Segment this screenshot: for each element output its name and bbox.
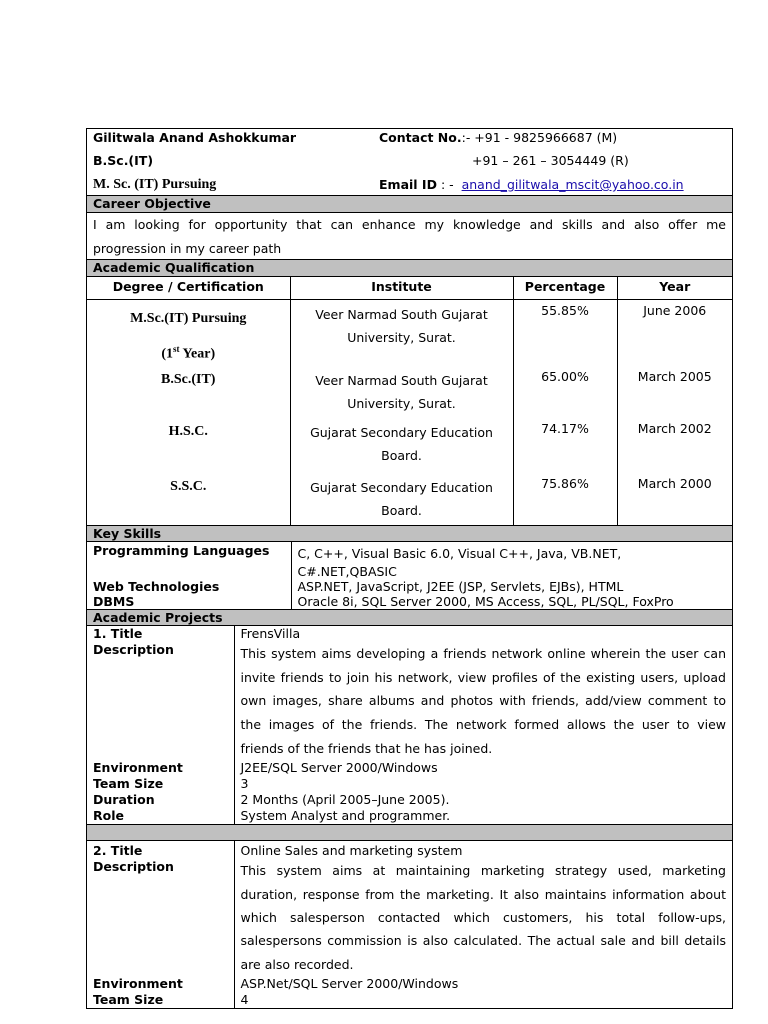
academic-projects-heading: Academic Projects	[87, 609, 732, 626]
year-cell: March 2005	[617, 369, 732, 421]
project-separator	[87, 824, 732, 841]
table-row	[87, 476, 732, 525]
project-row	[87, 859, 732, 976]
skill-row-web	[87, 579, 732, 595]
qualification-table	[87, 277, 732, 525]
career-objective-text: I am looking for opportunity that can enhance my knowledge and skills and also offer me progression in my career path	[93, 217, 726, 256]
prog-languages-line1: C, C++, Visual Basic 6.0, Visual C++, Java, VB.NET,	[297, 546, 622, 562]
degree-year-note	[87, 334, 290, 370]
project-row	[87, 976, 732, 992]
skill-row-dbms	[87, 595, 732, 609]
col-degree: Degree / Certification	[112, 279, 264, 294]
project-desc-label: Description	[93, 642, 174, 658]
project-team-size: 4	[234, 992, 732, 1008]
percentage-cell: 55.85%	[513, 299, 617, 369]
project-1	[87, 626, 732, 824]
degree-bsc: B.Sc.(IT)	[93, 153, 154, 168]
project-team-label: Team Size	[93, 776, 164, 792]
project-desc-label: Description	[93, 859, 174, 875]
project-row	[87, 626, 732, 642]
project-title-label: 1. Title	[93, 626, 143, 642]
project-env-label: Environment	[93, 760, 183, 776]
contact-line	[375, 129, 732, 153]
contact-residence: +91 – 261 – 3054449 (R)	[472, 153, 629, 168]
skill-value-dbms: Oracle 8i, SQL Server 2000, MS Access, SQL, PL/SQL, FoxPro	[291, 595, 732, 609]
degree-cell: S.S.C.	[170, 479, 207, 495]
table-row	[87, 369, 732, 421]
col-percentage: Percentage	[513, 277, 617, 299]
percentage-cell: 74.17%	[513, 421, 617, 476]
project-description: This system aims at maintaining marketing strategy used, marketing duration, response from the marketing. It also maintains information about which salesperson contacted which customers, his total follow-ups, salespersons commission is also calculated. The actual sale and bill details are also recorded.	[234, 859, 732, 976]
prog-languages-line2: C#.NET,QBASIC	[297, 564, 397, 580]
degree-cell	[87, 299, 290, 369]
year-note-suffix: Year)	[179, 346, 216, 362]
degree-cell: B.Sc.(IT)	[161, 372, 216, 388]
col-institute: Institute	[290, 277, 513, 299]
project-row	[87, 760, 732, 776]
skill-label-dbms: DBMS	[93, 594, 135, 610]
email-link[interactable]: anand_gilitwala_mscit@yahoo.co.in	[461, 177, 684, 192]
institute-cell: Gujarat Secondary Education Board.	[290, 476, 513, 525]
project-team-size: 3	[234, 776, 732, 792]
key-skills-heading: Key Skills	[87, 525, 732, 542]
contact-mobile: :- +91 - 9825966687 (M)	[461, 130, 618, 145]
project-team-label: Team Size	[93, 992, 164, 1008]
project-duration-label: Duration	[93, 792, 155, 808]
col-year: Year	[617, 277, 732, 299]
year-note-prefix: (1	[161, 346, 174, 362]
project-row	[87, 841, 732, 859]
skill-value-programming	[291, 542, 732, 579]
project-2	[87, 841, 732, 1008]
institute-cell: Gujarat Secondary Education Board.	[290, 421, 513, 476]
institute-cell: Veer Narmad South Gujarat University, Surat.	[290, 299, 513, 369]
project-environment: J2EE/SQL Server 2000/Windows	[234, 760, 732, 776]
email-sep: : -	[440, 177, 454, 192]
project-title-label: 2. Title	[93, 843, 143, 859]
project-duration: 2 Months (April 2005–June 2005).	[234, 792, 732, 808]
table-row	[87, 299, 732, 369]
email-label: Email ID	[379, 177, 437, 192]
academic-qualification-heading: Academic Qualification	[87, 259, 732, 277]
degree-cell: H.S.C.	[168, 424, 208, 440]
year-cell: June 2006	[617, 299, 732, 369]
project-row	[87, 992, 732, 1008]
institute-cell: Veer Narmad South Gujarat University, Surat.	[290, 369, 513, 421]
contact-label: Contact No.	[379, 130, 462, 145]
project-description: This system aims developing a friends network online wherein the user can invite friends to join his network, view profiles of the existing users, upload own images, share albums and photos with friends, add/view comment to the images of the friends. The network formed allows the user to view friends of the friends that he has joined.	[234, 642, 732, 760]
career-objective-heading: Career Objective	[87, 195, 732, 213]
percentage-cell: 65.00%	[513, 369, 617, 421]
degree-name: M.Sc.(IT) Pursuing	[130, 310, 247, 326]
project-row	[87, 792, 732, 808]
degree-msc: M. Sc. (IT) Pursuing	[93, 177, 217, 192]
project-title: FrensVilla	[234, 626, 732, 642]
candidate-name: Gilitwala Anand Ashokkumar	[93, 130, 297, 145]
email-line	[375, 177, 732, 195]
project-row	[87, 808, 732, 824]
skill-label-web: Web Technologies	[93, 579, 220, 595]
skill-value-web: ASP.NET, JavaScript, J2EE (JSP, Servlets, EJBs), HTML	[291, 579, 732, 595]
project-role: System Analyst and programmer.	[234, 808, 732, 824]
project-role-label: Role	[93, 808, 124, 824]
qualification-header-row	[87, 277, 732, 299]
skill-label-programming: Programming Languages	[93, 543, 270, 559]
resume-page	[86, 128, 733, 1009]
year-cell: March 2000	[617, 476, 732, 525]
project-environment: ASP.Net/SQL Server 2000/Windows	[234, 976, 732, 992]
project-row	[87, 776, 732, 792]
percentage-cell: 75.86%	[513, 476, 617, 525]
project-env-label: Environment	[93, 976, 183, 992]
table-row	[87, 421, 732, 476]
resume-header	[87, 129, 732, 195]
project-row	[87, 642, 732, 760]
year-note-sup: st	[173, 343, 180, 354]
skills-table	[87, 542, 732, 609]
project-title: Online Sales and marketing system	[234, 841, 732, 859]
year-cell: March 2002	[617, 421, 732, 476]
skill-row-programming	[87, 542, 732, 579]
